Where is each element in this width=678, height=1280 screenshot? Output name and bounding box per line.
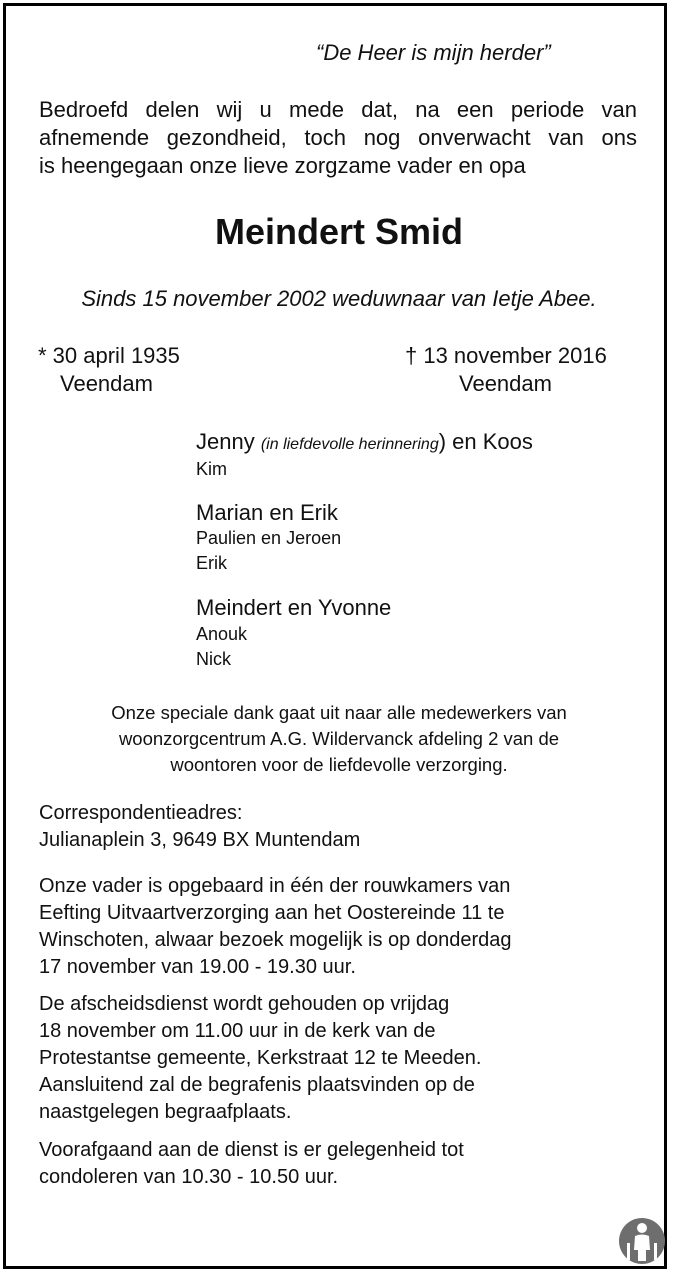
viewing-line: Eefting Uitvaartverzorging aan het Oostereinde 11 te (39, 902, 505, 924)
correspondence-address: Julianaplein 3, 9649 BX Muntendam (39, 829, 361, 851)
family-line-marian: Marian en Erik (196, 500, 338, 525)
memorial-figure-icon (618, 1217, 666, 1265)
family-line-jenny (196, 429, 533, 455)
viewing-info (39, 873, 649, 981)
grandchild: Nick (196, 649, 231, 669)
viewing-line: Onze vader is opgebaard in één der rouwkamers van (39, 875, 511, 897)
thanks-line: woontoren voor de liefdevolle verzorging. (170, 754, 508, 775)
grandchild: Paulien en Jeroen (196, 528, 342, 548)
grandchild: Kim (196, 459, 227, 479)
family-line-meindert: Meindert en Yvonne (196, 595, 392, 620)
service-line: Protestantse gemeente, Kerkstraat 12 te Meeden. (39, 1047, 482, 1069)
viewing-line: Winschoten, alwaar bezoek mogelijk is op donderdag (39, 929, 512, 951)
deceased-name: Meindert Smid (214, 211, 464, 252)
thanks-line: Onze speciale dank gaat uit naar alle medewerkers van (111, 702, 567, 723)
grandchild: Anouk (196, 624, 248, 644)
quote: “De Heer is mijn herder” (316, 40, 551, 65)
birth-date: * 30 april 1935 (38, 343, 180, 368)
death-place: Veendam (459, 371, 552, 396)
intro-text (39, 96, 637, 180)
widower-line: Sinds 15 november 2002 weduwnaar van Ietje Abee. (81, 286, 597, 311)
service-info (39, 991, 649, 1126)
closing-paren: ) (438, 429, 447, 454)
condolence-line: condoleren van 10.30 - 10.50 uur. (39, 1166, 339, 1188)
thanks-line: woonzorgcentrum A.G. Wildervanck afdeling 2 van de (118, 728, 560, 749)
correspondence (39, 800, 649, 854)
viewing-line: 17 november van 19.00 - 19.30 uur. (39, 956, 356, 978)
memorial-note: (in liefdevolle herinnering (260, 436, 439, 453)
service-line: naastgelegen begraafplaats. (39, 1101, 292, 1123)
service-line: De afscheidsdienst wordt gehouden op vrijdag (39, 993, 450, 1015)
death-date: † 13 november 2016 (405, 343, 607, 368)
correspondence-label: Correspondentieadres: (39, 802, 243, 824)
birth-place: Veendam (60, 371, 153, 396)
intro-line: Bedroefd delen wij u mede dat, na een periode van (39, 97, 637, 122)
grandchild: Erik (196, 553, 227, 573)
condolence-info (39, 1137, 649, 1191)
service-line: Aansluitend zal de begrafenis plaatsvinden op de (39, 1074, 475, 1096)
condolence-line: Voorafgaand aan de dienst is er gelegenheid tot (39, 1139, 464, 1161)
family-name: en Koos (446, 429, 533, 454)
intro-line: is heengegaan onze lieve zorgzame vader en opa (39, 153, 526, 178)
family-name: Jenny (196, 429, 255, 454)
intro-line: afnemende gezondheid, toch nog onverwacht van ons (39, 125, 637, 150)
thanks-text (40, 700, 638, 778)
service-line: 18 november om 11.00 uur in de kerk van de (39, 1020, 436, 1042)
